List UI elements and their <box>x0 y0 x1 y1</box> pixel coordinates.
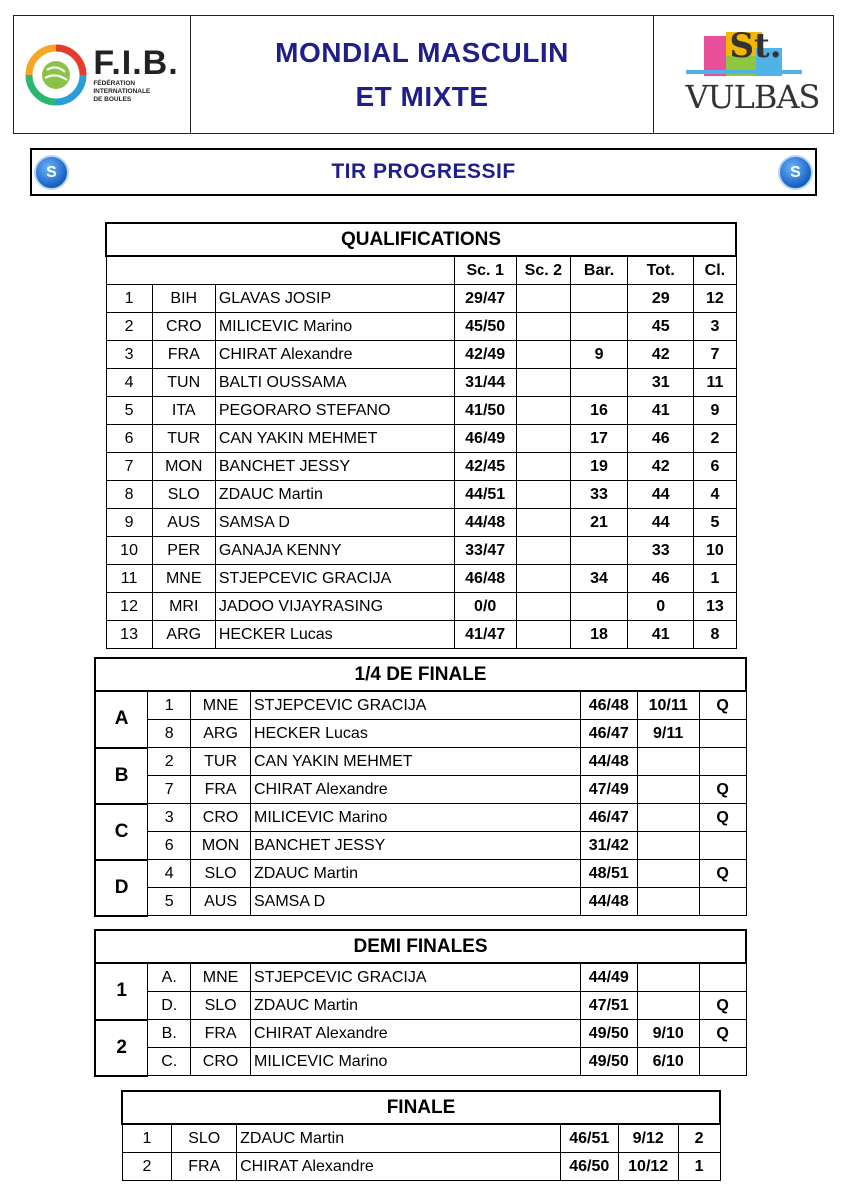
qualified-mark: Q <box>699 776 746 804</box>
table-row <box>106 397 736 425</box>
tiebreak <box>637 832 699 860</box>
nation-code: MRI <box>152 593 215 621</box>
table-row <box>106 425 736 453</box>
final-rank: 1 <box>678 1153 720 1181</box>
semi-finals-table <box>94 929 747 1077</box>
seed-number: C. <box>148 1048 191 1076</box>
barrage: 16 <box>570 397 627 425</box>
barrage <box>570 537 627 565</box>
player-name: ZDAUC Martin <box>251 860 581 888</box>
table-row <box>106 621 736 649</box>
nation-code: TUR <box>191 748 251 776</box>
player-name: PEGORARO STEFANO <box>215 397 454 425</box>
player-name: ZDAUC Martin <box>237 1124 561 1153</box>
qualified-mark <box>699 832 746 860</box>
score-1: 44/51 <box>454 481 516 509</box>
table-row <box>95 1020 746 1048</box>
table-row <box>106 285 736 313</box>
nation-code: FRA <box>152 341 215 369</box>
row-number: 3 <box>106 341 152 369</box>
total: 41 <box>628 621 694 649</box>
score: 46/48 <box>580 691 637 720</box>
row-number: 1 <box>122 1124 172 1153</box>
quarter-finals-table <box>94 657 747 917</box>
score-2 <box>516 537 570 565</box>
score-1: 29/47 <box>454 285 516 313</box>
nation-code: FRA <box>191 1020 251 1048</box>
qualified-mark: Q <box>699 1020 746 1048</box>
qualified-mark <box>699 1048 746 1076</box>
nation-code: SLO <box>191 992 251 1020</box>
score-1: 31/44 <box>454 369 516 397</box>
player-name: CAN YAKIN MEHMET <box>251 748 581 776</box>
barrage: 33 <box>570 481 627 509</box>
classement: 9 <box>694 397 736 425</box>
group-label: A <box>95 691 148 748</box>
table-row <box>95 963 746 992</box>
classement: 2 <box>694 425 736 453</box>
score-2 <box>516 565 570 593</box>
qualified-mark <box>699 888 746 916</box>
nation-code: AUS <box>191 888 251 916</box>
fib-emblem-icon <box>25 44 87 106</box>
row-number: 8 <box>106 481 152 509</box>
group-label: 2 <box>95 1020 148 1076</box>
player-name: JADOO VIJAYRASING <box>215 593 454 621</box>
player-name: SAMSA D <box>215 509 454 537</box>
player-name: MILICEVIC Marino <box>251 804 581 832</box>
fib-logo <box>14 16 191 133</box>
classement: 3 <box>694 313 736 341</box>
nation-code: MON <box>152 453 215 481</box>
score: 48/51 <box>580 860 637 888</box>
final-rank: 2 <box>678 1124 720 1153</box>
nation-code: TUR <box>152 425 215 453</box>
player-name: STJEPCEVIC GRACIJA <box>251 963 581 992</box>
row-number: 5 <box>106 397 152 425</box>
barrage: 17 <box>570 425 627 453</box>
table-row <box>106 509 736 537</box>
player-name: CAN YAKIN MEHMET <box>215 425 454 453</box>
score-2 <box>516 285 570 313</box>
total: 33 <box>628 537 694 565</box>
nation-code: SLO <box>152 481 215 509</box>
tiebreak <box>637 963 699 992</box>
row-number: 13 <box>106 621 152 649</box>
player-name: BANCHET JESSY <box>251 832 581 860</box>
nation-code: SLO <box>191 860 251 888</box>
classement: 1 <box>694 565 736 593</box>
player-name: CHIRAT Alexandre <box>237 1153 561 1181</box>
seed-number: 7 <box>148 776 191 804</box>
player-name: MILICEVIC Marino <box>251 1048 581 1076</box>
classement: 10 <box>694 537 736 565</box>
score: 49/50 <box>580 1020 637 1048</box>
score-1: 0/0 <box>454 593 516 621</box>
seed-number: D. <box>148 992 191 1020</box>
semi-finals-title: DEMI FINALES <box>95 930 746 963</box>
row-number: 1 <box>106 285 152 313</box>
classement: 8 <box>694 621 736 649</box>
table-row <box>95 1048 746 1076</box>
table-row <box>106 593 736 621</box>
nation-code: TUN <box>152 369 215 397</box>
seed-number: 1 <box>148 691 191 720</box>
tiebreak: 10/11 <box>637 691 699 720</box>
qualified-mark <box>699 748 746 776</box>
total: 31 <box>628 369 694 397</box>
barrage <box>570 313 627 341</box>
score-1: 44/48 <box>454 509 516 537</box>
player-name: ZDAUC Martin <box>251 992 581 1020</box>
barrage: 18 <box>570 621 627 649</box>
score-2 <box>516 425 570 453</box>
player-name: GLAVAS JOSIP <box>215 285 454 313</box>
seed-number: 8 <box>148 720 191 748</box>
player-name: ZDAUC Martin <box>215 481 454 509</box>
qualified-mark: Q <box>699 691 746 720</box>
col-header-sc1: Sc. 1 <box>454 256 516 285</box>
score-2 <box>516 621 570 649</box>
table-row <box>95 832 746 860</box>
vulbas-logo-text: VULBAS <box>685 77 820 116</box>
classement: 11 <box>694 369 736 397</box>
table-row <box>122 1153 720 1181</box>
final-table <box>121 1090 721 1181</box>
col-header-sc2: Sc. 2 <box>516 256 570 285</box>
barrage: 19 <box>570 453 627 481</box>
nation-code: PER <box>152 537 215 565</box>
tiebreak <box>637 776 699 804</box>
score-1: 42/45 <box>454 453 516 481</box>
title-line-1: MONDIAL MASCULIN <box>275 36 569 68</box>
qualified-mark: Q <box>699 804 746 832</box>
seed-number: 5 <box>148 888 191 916</box>
barrage <box>570 285 627 313</box>
tiebreak: 9/12 <box>618 1124 678 1153</box>
seed-number: 3 <box>148 804 191 832</box>
player-name: HECKER Lucas <box>251 720 581 748</box>
tiebreak: 10/12 <box>618 1153 678 1181</box>
left-coin-icon: S <box>34 155 69 190</box>
score-1: 46/49 <box>454 425 516 453</box>
nation-code: BIH <box>152 285 215 313</box>
nation-code: MNE <box>191 691 251 720</box>
table-row <box>95 748 746 776</box>
row-number: 7 <box>106 453 152 481</box>
classement: 7 <box>694 341 736 369</box>
score: 31/42 <box>580 832 637 860</box>
seed-number: 2 <box>148 748 191 776</box>
classement: 6 <box>694 453 736 481</box>
player-name: SAMSA D <box>251 888 581 916</box>
tiebreak: 6/10 <box>637 1048 699 1076</box>
table-row <box>95 804 746 832</box>
nation-code: MNE <box>152 565 215 593</box>
classement: 4 <box>694 481 736 509</box>
table-row <box>106 341 736 369</box>
qualifications-title: QUALIFICATIONS <box>106 223 736 256</box>
player-name: MILICEVIC Marino <box>215 313 454 341</box>
score-1: 42/49 <box>454 341 516 369</box>
fib-logo-subtext-2: INTERNATIONALE <box>93 87 151 95</box>
row-number: 2 <box>106 313 152 341</box>
row-number: 9 <box>106 509 152 537</box>
total: 46 <box>628 565 694 593</box>
nation-code: CRO <box>152 313 215 341</box>
score: 49/50 <box>580 1048 637 1076</box>
group-label: B <box>95 748 148 804</box>
score: 44/48 <box>580 888 637 916</box>
fib-logo-subtext-3: DE BOULES <box>93 95 132 103</box>
score-2 <box>516 509 570 537</box>
right-coin-icon: S <box>778 155 813 190</box>
score-1: 45/50 <box>454 313 516 341</box>
nation-code: ARG <box>152 621 215 649</box>
score-1: 41/50 <box>454 397 516 425</box>
total: 29 <box>628 285 694 313</box>
col-header-cl: Cl. <box>694 256 736 285</box>
classement: 13 <box>694 593 736 621</box>
score-1: 46/48 <box>454 565 516 593</box>
barrage <box>570 593 627 621</box>
table-row <box>106 537 736 565</box>
nation-code: MNE <box>191 963 251 992</box>
barrage: 21 <box>570 509 627 537</box>
table-row <box>106 565 736 593</box>
table-row <box>95 888 746 916</box>
total: 42 <box>628 341 694 369</box>
fib-logo-subtext-1: FÉDÉRATION <box>93 79 136 87</box>
tiebreak <box>637 992 699 1020</box>
score-2 <box>516 369 570 397</box>
total: 44 <box>628 481 694 509</box>
score: 46/50 <box>560 1153 618 1181</box>
seed-number: B. <box>148 1020 191 1048</box>
classement: 5 <box>694 509 736 537</box>
table-row <box>95 720 746 748</box>
player-name: CHIRAT Alexandre <box>251 1020 581 1048</box>
player-name: CHIRAT Alexandre <box>215 341 454 369</box>
player-name: STJEPCEVIC GRACIJA <box>251 691 581 720</box>
banner-title: TIR PROGRESSIF <box>331 160 516 183</box>
fib-logo-text: F.I.B. <box>93 43 179 82</box>
table-row <box>95 860 746 888</box>
score-2 <box>516 341 570 369</box>
player-name: HECKER Lucas <box>215 621 454 649</box>
title-line-2: ET MIXTE <box>355 80 489 112</box>
tiebreak <box>637 860 699 888</box>
nation-code: AUS <box>152 509 215 537</box>
score: 44/49 <box>580 963 637 992</box>
classement: 12 <box>694 285 736 313</box>
table-row <box>122 1124 720 1153</box>
quarter-finals-title: 1/4 DE FINALE <box>95 658 746 691</box>
col-header-tot: Tot. <box>628 256 694 285</box>
score: 47/51 <box>580 992 637 1020</box>
nation-code: MON <box>191 832 251 860</box>
player-name: BALTI OUSSAMA <box>215 369 454 397</box>
total: 0 <box>628 593 694 621</box>
barrage <box>570 369 627 397</box>
player-name: BANCHET JESSY <box>215 453 454 481</box>
score: 44/48 <box>580 748 637 776</box>
table-row <box>95 691 746 720</box>
group-label: C <box>95 804 148 860</box>
table-row <box>106 313 736 341</box>
page-title <box>191 16 653 133</box>
row-number: 10 <box>106 537 152 565</box>
barrage: 34 <box>570 565 627 593</box>
score: 47/49 <box>580 776 637 804</box>
total: 45 <box>628 313 694 341</box>
seed-number: 4 <box>148 860 191 888</box>
score: 46/51 <box>560 1124 618 1153</box>
table-row <box>106 481 736 509</box>
score-1: 33/47 <box>454 537 516 565</box>
score-2 <box>516 453 570 481</box>
qualified-mark: Q <box>699 860 746 888</box>
player-name: STJEPCEVIC GRACIJA <box>215 565 454 593</box>
qualified-mark <box>699 720 746 748</box>
score-2 <box>516 313 570 341</box>
table-row <box>95 992 746 1020</box>
row-number: 2 <box>122 1153 172 1181</box>
group-label: D <box>95 860 148 916</box>
group-label: 1 <box>95 963 148 1020</box>
nation-code: FRA <box>191 776 251 804</box>
nation-code: ARG <box>191 720 251 748</box>
total: 44 <box>628 509 694 537</box>
barrage: 9 <box>570 341 627 369</box>
nation-code: FRA <box>172 1153 237 1181</box>
row-number: 12 <box>106 593 152 621</box>
page-header <box>13 15 834 134</box>
nation-code: CRO <box>191 1048 251 1076</box>
player-name: CHIRAT Alexandre <box>251 776 581 804</box>
score-2 <box>516 397 570 425</box>
col-header-bar: Bar. <box>570 256 627 285</box>
section-banner <box>30 148 817 196</box>
tiebreak <box>637 804 699 832</box>
score: 46/47 <box>580 804 637 832</box>
st-vulbas-logo <box>653 16 833 133</box>
nation-code: SLO <box>172 1124 237 1153</box>
final-title: FINALE <box>122 1091 720 1124</box>
total: 46 <box>628 425 694 453</box>
nation-code: ITA <box>152 397 215 425</box>
seed-number: A. <box>148 963 191 992</box>
row-number: 4 <box>106 369 152 397</box>
tiebreak <box>637 748 699 776</box>
row-number: 11 <box>106 565 152 593</box>
score-2 <box>516 593 570 621</box>
qualifications-table <box>105 222 737 649</box>
tiebreak: 9/11 <box>637 720 699 748</box>
st-logo-text: St. <box>729 25 782 66</box>
score-2 <box>516 481 570 509</box>
qualified-mark: Q <box>699 992 746 1020</box>
score-1: 41/47 <box>454 621 516 649</box>
player-name: GANAJA KENNY <box>215 537 454 565</box>
table-row <box>95 776 746 804</box>
table-row <box>106 453 736 481</box>
qualified-mark <box>699 963 746 992</box>
row-number: 6 <box>106 425 152 453</box>
total: 41 <box>628 397 694 425</box>
seed-number: 6 <box>148 832 191 860</box>
table-row <box>106 369 736 397</box>
total: 42 <box>628 453 694 481</box>
nation-code: CRO <box>191 804 251 832</box>
tiebreak <box>637 888 699 916</box>
tiebreak: 9/10 <box>637 1020 699 1048</box>
qualifications-header-row <box>106 256 736 285</box>
score: 46/47 <box>580 720 637 748</box>
